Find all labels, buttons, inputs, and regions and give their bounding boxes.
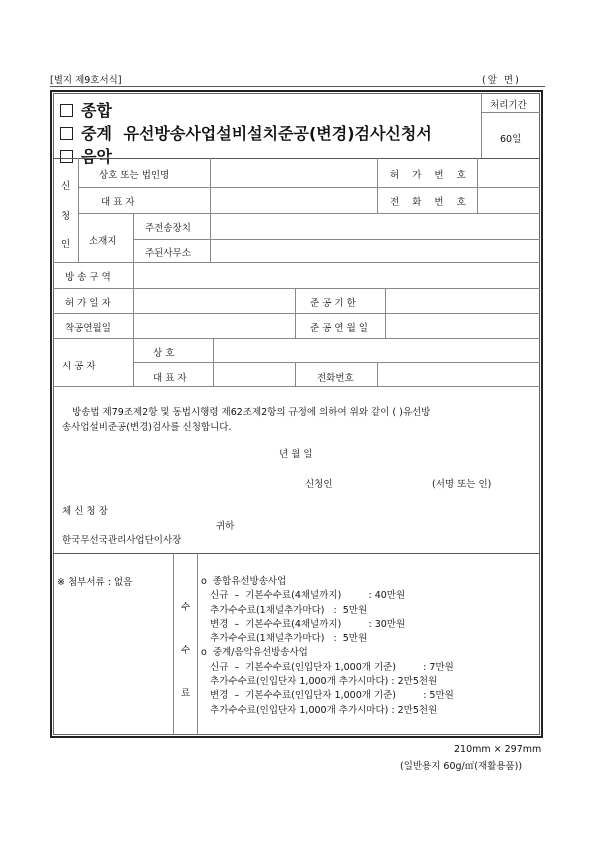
processing-hline: [481, 112, 540, 113]
fee-label-3: 료: [181, 688, 191, 699]
grid-line: [133, 213, 134, 262]
fee-line: 추가수수료(인입단자 1,000개 추가시마다) : 2만5천원: [201, 676, 438, 688]
grid-line: [197, 553, 198, 735]
representative-field[interactable]: [212, 189, 375, 211]
company-name-field[interactable]: [212, 160, 375, 185]
recipient-agency: 한국무선국관리사업단이사장: [62, 535, 182, 546]
option-comprehensive: 종합: [60, 98, 112, 121]
grid-line: [173, 553, 174, 735]
start-date-label: 착공연월일: [65, 323, 111, 334]
grid-line: [210, 158, 211, 262]
grid-line: [53, 553, 540, 554]
header-divider: [50, 86, 545, 87]
fee-line: 신규 – 기본수수료(인입단자 1,000개 기준) : 7만원: [201, 661, 454, 673]
contractor-label: 시 공 자: [62, 361, 96, 372]
completion-deadline-field[interactable]: [387, 290, 538, 311]
contractor-phone-field[interactable]: [379, 364, 538, 384]
grid-line: [377, 362, 378, 386]
grid-line: [133, 262, 134, 386]
contractor-company-label: 상 호: [153, 348, 175, 359]
form-number-label: [별지 제9호서식]: [50, 75, 122, 86]
applicant-side-label-3: 인: [61, 239, 71, 250]
grid-line: [295, 362, 296, 386]
application-date: 년 월 일: [279, 449, 313, 460]
checkbox-icon[interactable]: [60, 127, 73, 140]
main-transmission-field[interactable]: [212, 215, 538, 237]
broadcast-area-label: 방 송 구 역: [65, 272, 111, 283]
applicant-signature-label: 신청인: [305, 479, 333, 490]
grid-line: [53, 288, 540, 289]
contractor-phone-label: 전화번호: [317, 373, 354, 384]
checkbox-icon[interactable]: [60, 104, 73, 117]
grid-line: [377, 158, 378, 213]
statement-line-2: 송사업설비준공(변경)검사를 신청합니다.: [62, 422, 232, 433]
fee-line: 변경 – 기본수수료(인입단자 1,000개 기준) : 5만원: [201, 690, 454, 702]
contractor-rep-field[interactable]: [215, 364, 293, 384]
permit-number-label: 허 가 번 호: [390, 170, 471, 181]
location-label: 소재지: [89, 236, 117, 247]
attachments-label: ※ 첨부서류 : 없음: [57, 577, 133, 588]
fee-line: 신규 – 기본수수료(4채널까지) : 40만원: [201, 590, 406, 602]
processing-divider: [481, 93, 482, 158]
phone-number-field[interactable]: [479, 189, 538, 211]
start-date-field[interactable]: [135, 315, 293, 336]
completion-deadline-label: 준 공 기 한: [310, 298, 356, 309]
grid-line: [133, 239, 540, 240]
paper-spec: (일반용지 60g/㎡(재활용품)): [400, 761, 523, 772]
grid-line: [78, 213, 540, 214]
permit-date-field[interactable]: [135, 290, 293, 311]
fee-label-2: 수: [181, 645, 191, 656]
fee-line: 추가수수료(인입단자 1,000개 추가시마다) : 2만5천원: [201, 704, 438, 716]
grid-line: [53, 158, 540, 159]
broadcast-area-field[interactable]: [135, 264, 538, 286]
fee-line: 추가수수료(1채널추가마다) : 5만원: [201, 604, 368, 616]
grid-line: [78, 187, 540, 188]
contractor-rep-label: 대 표 자: [153, 373, 187, 384]
grid-line: [213, 338, 214, 386]
grid-line: [385, 288, 386, 338]
checkbox-icon[interactable]: [60, 150, 73, 163]
grid-line: [53, 386, 540, 387]
completion-date-field[interactable]: [387, 315, 538, 336]
representative-label: 대 표 자: [101, 197, 135, 208]
paper-size: 210mm × 297mm: [454, 744, 542, 755]
grid-line: [133, 362, 540, 363]
applicant-side-label-1: 신: [61, 181, 71, 192]
grid-line: [53, 313, 540, 314]
permit-date-label: 허 가 일 자: [65, 298, 111, 309]
recipient-honorific: 귀하: [216, 521, 235, 532]
grid-line: [477, 158, 478, 213]
option-relay: 중계 유선방송사업설비설치준공(변경)검사신청서: [60, 121, 432, 144]
processing-period-value: 60일: [500, 134, 522, 145]
signature-placeholder: (서명 또는 인): [432, 479, 492, 490]
fee-schedule: [201, 575, 454, 718]
main-office-field[interactable]: [212, 241, 538, 261]
grid-line: [295, 288, 296, 338]
main-transmission-label: 주전송장치: [145, 223, 191, 234]
contractor-company-field[interactable]: [215, 340, 538, 360]
completion-date-label: 준 공 연 월 일: [310, 323, 368, 334]
grid-line: [53, 338, 540, 339]
main-office-label: 주된사무소: [145, 248, 191, 259]
grid-line: [78, 158, 79, 262]
grid-line: [53, 262, 540, 263]
applicant-side-label-2: 청: [61, 211, 71, 222]
statement-line-1: 방송법 제79조제2항 및 동법시행령 제62조제2항의 규정에 의하여 위와 같이 ( )유선방: [72, 407, 431, 418]
fee-line: 변경 – 기본수수료(4채널까지) : 30만원: [201, 618, 406, 630]
fee-line: o 중계/음악유선방송사업: [201, 647, 308, 659]
page-side-label: (앞 면): [482, 75, 521, 86]
fee-label-1: 수: [181, 602, 191, 613]
fee-line: o 종합유선방송사업: [201, 576, 287, 587]
fee-line: 추가수수료(1채널추가마다) : 5만원: [201, 633, 368, 645]
option-music: 음악: [60, 144, 112, 153]
phone-number-label: 전 화 번 호: [390, 197, 471, 208]
company-name-label: 상호 또는 법인명: [99, 170, 170, 181]
recipient-title: 체 신 청 장: [62, 506, 108, 517]
form-title: 유선방송사업설비설치준공(변경)검사신청서: [123, 124, 432, 143]
permit-number-field[interactable]: [479, 160, 538, 185]
processing-period-label: 처리기간: [490, 100, 527, 111]
